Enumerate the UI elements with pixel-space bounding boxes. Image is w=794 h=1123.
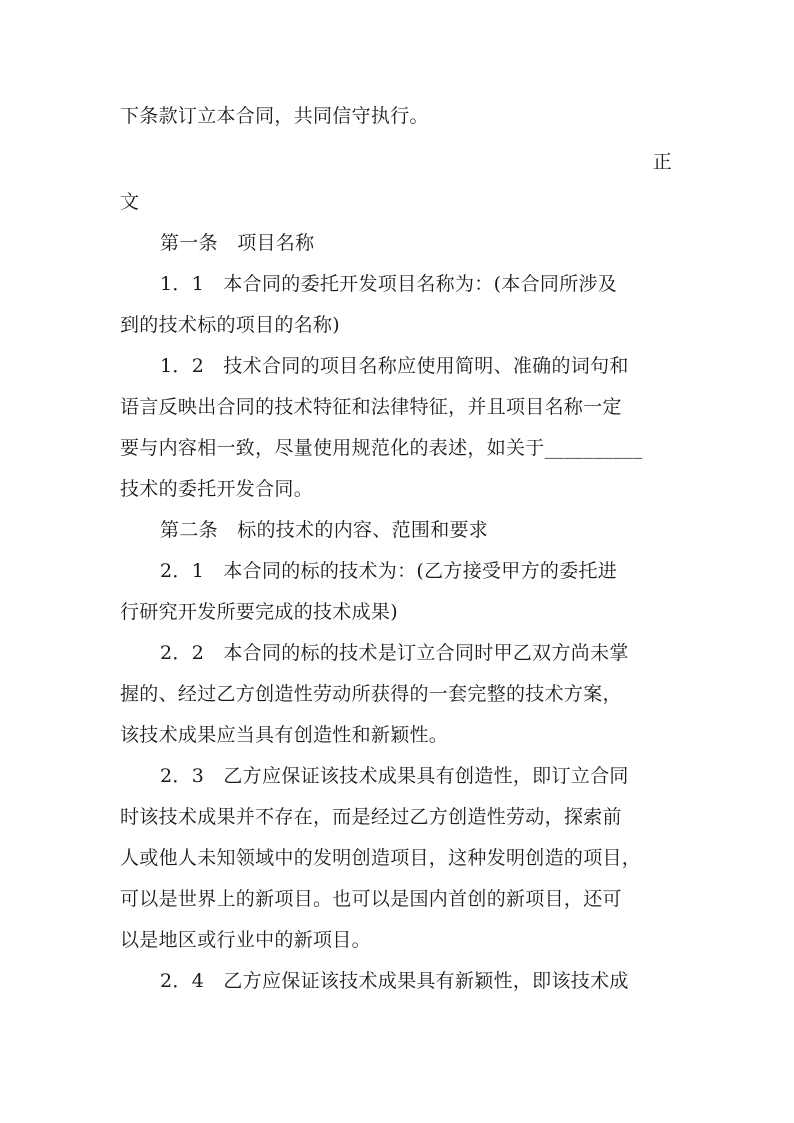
section-heading-char-2: 文 (120, 191, 140, 213)
clause-2-1-line-2: 行研究开发所要完成的技术成果) (120, 601, 398, 623)
clause-1-1-line-1: 1．1 本合同的委托开发项目名称为：(本合同所涉及 (160, 273, 618, 295)
clause-1-2-line-4: 技术的委托开发合同。 (120, 478, 314, 500)
text-line-1: 下条款订立本合同，共同信守执行。 (120, 105, 429, 127)
section-heading-char-1: 正 (652, 151, 672, 173)
clause-2-2-line-1: 2．2 本合同的标的技术是订立合同时甲乙双方尚未掌 (160, 642, 629, 664)
clause-2-2-line-3: 该技术成果应当具有创造性和新颖性。 (120, 724, 449, 746)
clause-2-3-line-5: 以是地区或行业中的新项目。 (120, 929, 371, 951)
clause-2-3-line-4: 可以是世界上的新项目。也可以是国内首创的新项目，还可 (120, 888, 622, 910)
clause-2-4-line-1: 2．4 乙方应保证该技术成果具有新颖性，即该技术成 (160, 970, 629, 992)
article-2-heading: 第二条 标的技术的内容、范围和要求 (160, 519, 489, 541)
clause-1-1-line-2: 到的技术标的项目的名称) (120, 314, 341, 336)
clause-2-3-line-2: 时该技术成果并不存在，而是经过乙方创造性劳动，探索前 (120, 806, 622, 828)
clause-2-3-line-3: 人或他人未知领域中的发明创造项目，这种发明创造的项目， (120, 847, 642, 869)
clause-1-2-line-2: 语言反映出合同的技术特征和法律特征，并且项目名称一定 (120, 396, 622, 418)
clause-1-2-line-3: 要与内容相一致，尽量使用规范化的表述，如关于__________ (120, 437, 643, 459)
clause-2-3-line-1: 2．3 乙方应保证该技术成果具有创造性，即订立合同 (160, 765, 629, 787)
clause-1-2-line-1: 1．2 技术合同的项目名称应使用简明、准确的词句和 (160, 355, 629, 377)
article-1-heading: 第一条 项目名称 (160, 232, 315, 254)
clause-2-2-line-2: 握的、经过乙方创造性劳动所获得的一套完整的技术方案， (120, 683, 622, 705)
clause-2-1-line-1: 2．1 本合同的标的技术为：(乙方接受甲方的委托进 (160, 560, 618, 582)
